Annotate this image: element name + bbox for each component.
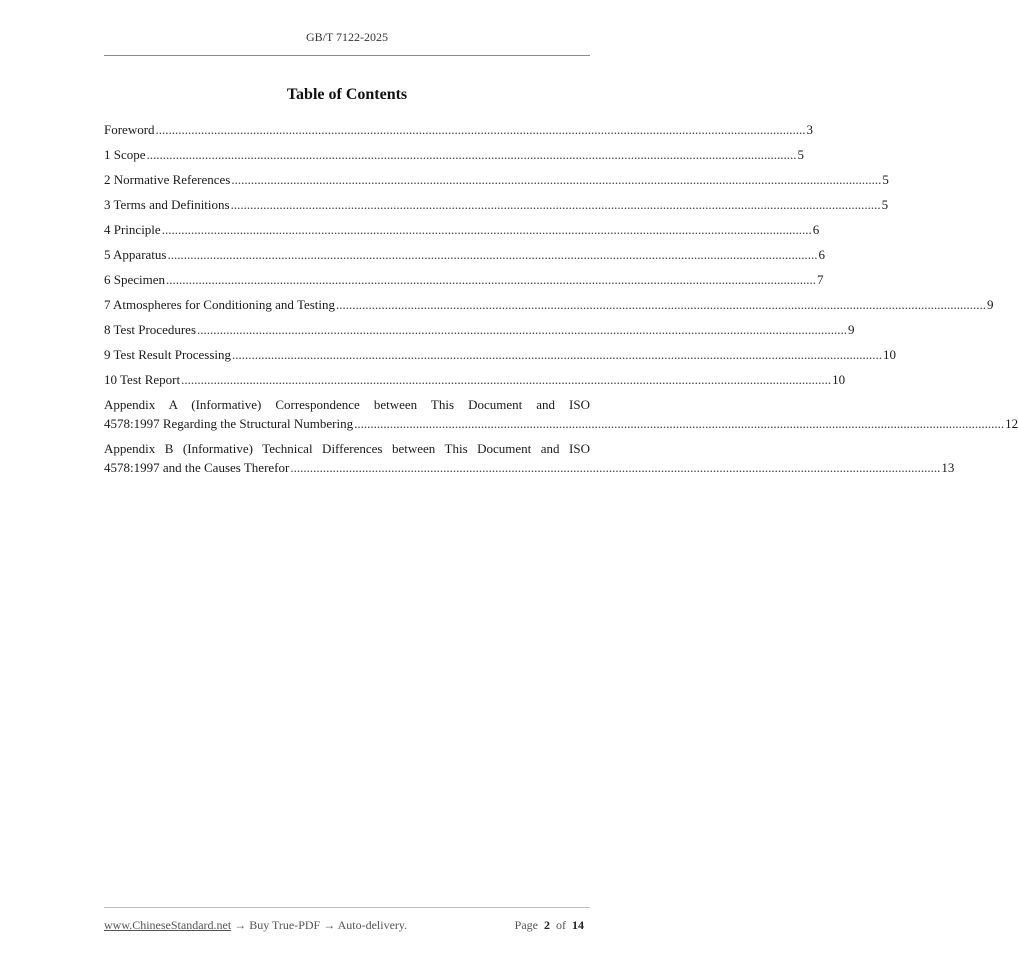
- auto-delivery-text: Auto-delivery.: [337, 918, 408, 932]
- page-number: [515, 918, 584, 933]
- toc-entry-label-continued: 4578:1997 Regarding the Structural Numbering: [104, 416, 354, 431]
- toc-entry-page: 5: [881, 197, 889, 212]
- toc-entry-label: 2 Normative References: [104, 172, 231, 187]
- toc-entry-normative-references[interactable]: [104, 170, 889, 189]
- buy-true-pdf-text: Buy True-PDF: [249, 918, 321, 932]
- toc-entry-foreword[interactable]: [104, 120, 814, 139]
- toc-entry-page: 13: [941, 460, 955, 475]
- running-header: GB/T 7122-2025: [305, 30, 389, 44]
- toc-entry-page: 5: [797, 147, 805, 162]
- dot-leader: ........................................................................................................................................................................................................: [166, 272, 817, 287]
- toc-entry-test-result-processing[interactable]: [104, 345, 897, 364]
- toc-entry-scope[interactable]: [104, 145, 805, 164]
- page-title: Table of Contents: [286, 86, 408, 103]
- dot-leader: ........................................................................................................................................................................................................: [197, 322, 847, 337]
- toc-entry-label: 10 Test Report: [104, 372, 181, 387]
- dot-leader: ........................................................................................................................................................................................................: [181, 372, 832, 387]
- toc-entry-page: 9: [987, 297, 994, 312]
- toc-entry-appendix-a[interactable]: [104, 395, 1018, 433]
- toc-entry-label: 6 Specimen: [104, 272, 166, 287]
- page-word: Page: [514, 918, 538, 932]
- toc-entry-page: 7: [817, 272, 824, 287]
- toc-entry-label: Foreword: [104, 122, 155, 137]
- toc-entry-specimen[interactable]: [104, 270, 824, 289]
- toc-entry-page: 12: [1005, 416, 1018, 431]
- toc-entry-label: 3 Terms and Definitions: [104, 197, 230, 212]
- toc-entry-page: 3: [806, 122, 814, 137]
- toc-entry-apparatus[interactable]: [104, 245, 825, 264]
- toc-entry-label: 9 Test Result Processing: [104, 347, 232, 362]
- toc-entry-label: 5 Apparatus: [104, 247, 167, 262]
- toc-entry-atmospheres[interactable]: [104, 295, 994, 314]
- dot-leader: ........................................................................................................................................................................................................: [231, 172, 882, 187]
- toc-entry-page: 5: [882, 172, 889, 187]
- dot-leader: ........................................................................................................................................................................................................: [232, 347, 883, 362]
- toc-entry-label: 4 Principle: [104, 222, 161, 237]
- toc-entry-principle[interactable]: [104, 220, 820, 239]
- footer-divider: [104, 907, 590, 908]
- dot-leader: ........................................................................................................................................................................................................: [230, 197, 881, 212]
- header-divider: [104, 55, 590, 56]
- page-total: 14: [572, 918, 584, 932]
- toc-entry-page: 6: [812, 222, 820, 237]
- arrow-right-icon: →: [323, 918, 336, 932]
- toc-entry-label: Appendix B (Informative) Technical Differences between This Document and ISO: [104, 441, 590, 456]
- footer-promo: [104, 918, 407, 933]
- arrow-right-icon: →: [234, 918, 247, 932]
- toc-entry-test-report[interactable]: [104, 370, 846, 389]
- dot-leader: ........................................................................................................................................................................................................: [167, 247, 818, 262]
- toc-entry-label: 7 Atmospheres for Conditioning and Testing: [104, 297, 336, 312]
- page-current: 2: [544, 918, 550, 932]
- toc-entry-test-procedures[interactable]: [104, 320, 855, 339]
- of-word: of: [556, 918, 566, 932]
- dot-leader: ........................................................................................................................................................................................................: [161, 222, 812, 237]
- toc-entry-label-continued: 4578:1997 and the Causes Therefor: [104, 460, 290, 475]
- toc-entry-page: 10: [832, 372, 846, 387]
- dot-leader: ........................................................................................................................................................................................................: [290, 460, 941, 475]
- toc-entry-appendix-b[interactable]: [104, 439, 955, 477]
- toc-entry-label: 8 Test Procedures: [104, 322, 196, 337]
- toc-entry-terms-and-definitions[interactable]: [104, 195, 889, 214]
- toc-entry-page: 6: [818, 247, 825, 262]
- toc-entry-page: 9: [848, 322, 855, 337]
- toc-entry-page: 10: [883, 347, 897, 362]
- toc-entry-label: Appendix A (Informative) Correspondence between This Document and ISO: [104, 397, 590, 412]
- dot-leader: ........................................................................................................................................................................................................: [155, 122, 806, 137]
- dot-leader: ........................................................................................................................................................................................................: [146, 147, 797, 162]
- toc-entry-label: 1 Scope: [104, 147, 146, 162]
- dot-leader: ........................................................................................................................................................................................................: [354, 416, 1005, 431]
- site-link[interactable]: www.ChineseStandard.net: [104, 918, 232, 932]
- table-of-contents: [104, 120, 1018, 483]
- dot-leader: ........................................................................................................................................................................................................: [336, 297, 987, 312]
